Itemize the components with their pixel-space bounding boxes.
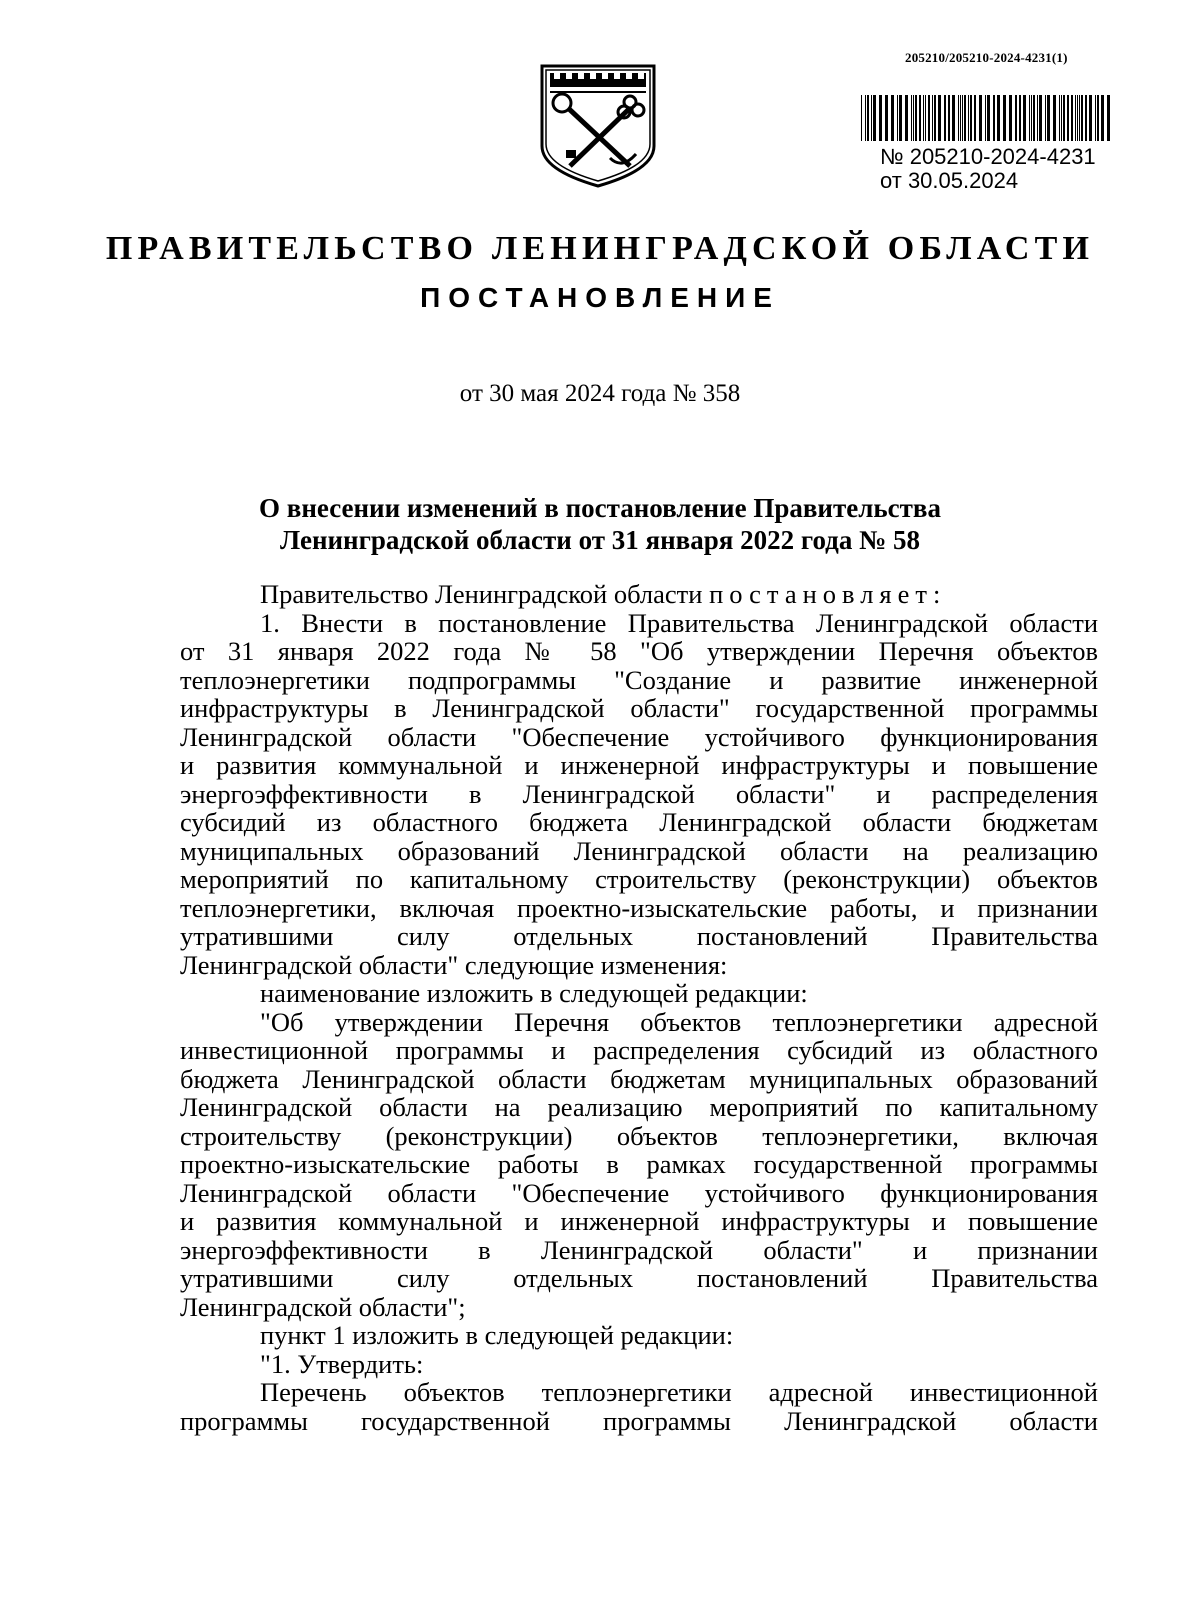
title-line: О внесении изменений в постановление Правительства — [259, 493, 941, 523]
registration-date: от 30.05.2024 — [880, 168, 1019, 193]
text-line: Ленинградской области"; — [180, 1291, 466, 1322]
text-line: строительству (реконструкции) объектов теплоэнергетики, включая — [180, 1120, 1098, 1151]
text-line: Ленинградской области" следующие изменения: — [180, 949, 728, 980]
text-line: муниципальных образований Ленинградской области на реализацию — [180, 835, 1098, 866]
text-line: утратившими силу отдельных постановлений Правительства — [180, 1263, 1098, 1293]
lead-verb: постановляет: — [709, 579, 947, 609]
document-id: 205210/205210-2024-4231(1) — [905, 50, 1068, 65]
text-line: теплоэнергетики, включая проектно-изыскательские работы, и признании — [180, 892, 1098, 923]
text-line: энергоэффективности в Ленинградской области" и признании — [180, 1234, 1098, 1265]
lead-text: Правительство Ленинградской области — [260, 579, 703, 609]
text-line: теплоэнергетики подпрограммы "Создание и развитие инженерной — [180, 664, 1098, 695]
text-line: от 31 января 2022 года № 58 "Об утверждении Перечня объектов — [180, 636, 1098, 666]
registration-number: № 205210-2024-4231 — [880, 144, 1096, 169]
text-line: и развития коммунальной и инженерной инфраструктуры и повышение — [180, 750, 1098, 780]
document-title — [230, 492, 970, 556]
text-line: субсидий из областного бюджета Ленинградской области бюджетам — [180, 807, 1098, 837]
paragraph-2: наименование изложить в следующей редакции: — [260, 978, 808, 1008]
text-line: "Об утверждении Перечня объектов теплоэнергетики адресной — [260, 1006, 1098, 1037]
paragraph-1 — [180, 609, 1098, 980]
text-line: 1. Внести в постановление Правительства Ленинградской области — [260, 607, 1098, 638]
title-line: Ленинградской области от 31 января 2022 года № 58 — [280, 525, 920, 555]
lead-paragraph — [180, 580, 1098, 609]
text-line: программы государственной программы Ленинградской области — [180, 1405, 1098, 1436]
document-body — [180, 580, 1098, 1435]
text-line: Ленинградской области на реализацию мероприятий по капитальному — [180, 1092, 1098, 1122]
paragraph-6 — [180, 1378, 1098, 1435]
text-line: и развития коммунальной и инженерной инфраструктуры и повышение — [180, 1206, 1098, 1236]
coat-of-arms-icon — [538, 58, 658, 188]
issuing-authority: ПРАВИТЕЛЬСТВО ЛЕНИНГРАДСКОЙ ОБЛАСТИ — [105, 230, 1095, 267]
text-line: энергоэффективности в Ленинградской области" и распределения — [180, 778, 1098, 809]
text-line: инфраструктуры в Ленинградской области" государственной программы — [180, 693, 1098, 723]
text-line: Ленинградской области "Обеспечение устойчивого функционирования — [180, 1177, 1098, 1208]
decree-date-number: от 30 мая 2024 года № 358 — [459, 380, 741, 407]
text-line: бюджета Ленинградской области бюджетам муниципальных образований — [180, 1063, 1098, 1094]
paragraph-5: "1. Утвердить: — [260, 1348, 424, 1379]
text-line: проектно-изыскательские работы в рамках государственной программы — [180, 1149, 1098, 1179]
paragraph-4: пункт 1 изложить в следующей редакции: — [260, 1320, 734, 1350]
barcode-icon — [861, 95, 1114, 141]
text-line: Ленинградской области "Обеспечение устойчивого функционирования — [180, 721, 1098, 752]
document-type: ПОСТАНОВЛЕНИЕ — [420, 282, 780, 313]
text-line: инвестиционной программы и распределения субсидий из областного — [180, 1035, 1098, 1065]
paragraph-3 — [180, 1008, 1098, 1322]
text-line: мероприятий по капитальному строительству (реконструкции) объектов — [180, 864, 1098, 894]
text-line: Перечень объектов теплоэнергетики адресной инвестиционной — [260, 1377, 1098, 1407]
text-line: утратившими силу отдельных постановлений Правительства — [180, 921, 1098, 951]
